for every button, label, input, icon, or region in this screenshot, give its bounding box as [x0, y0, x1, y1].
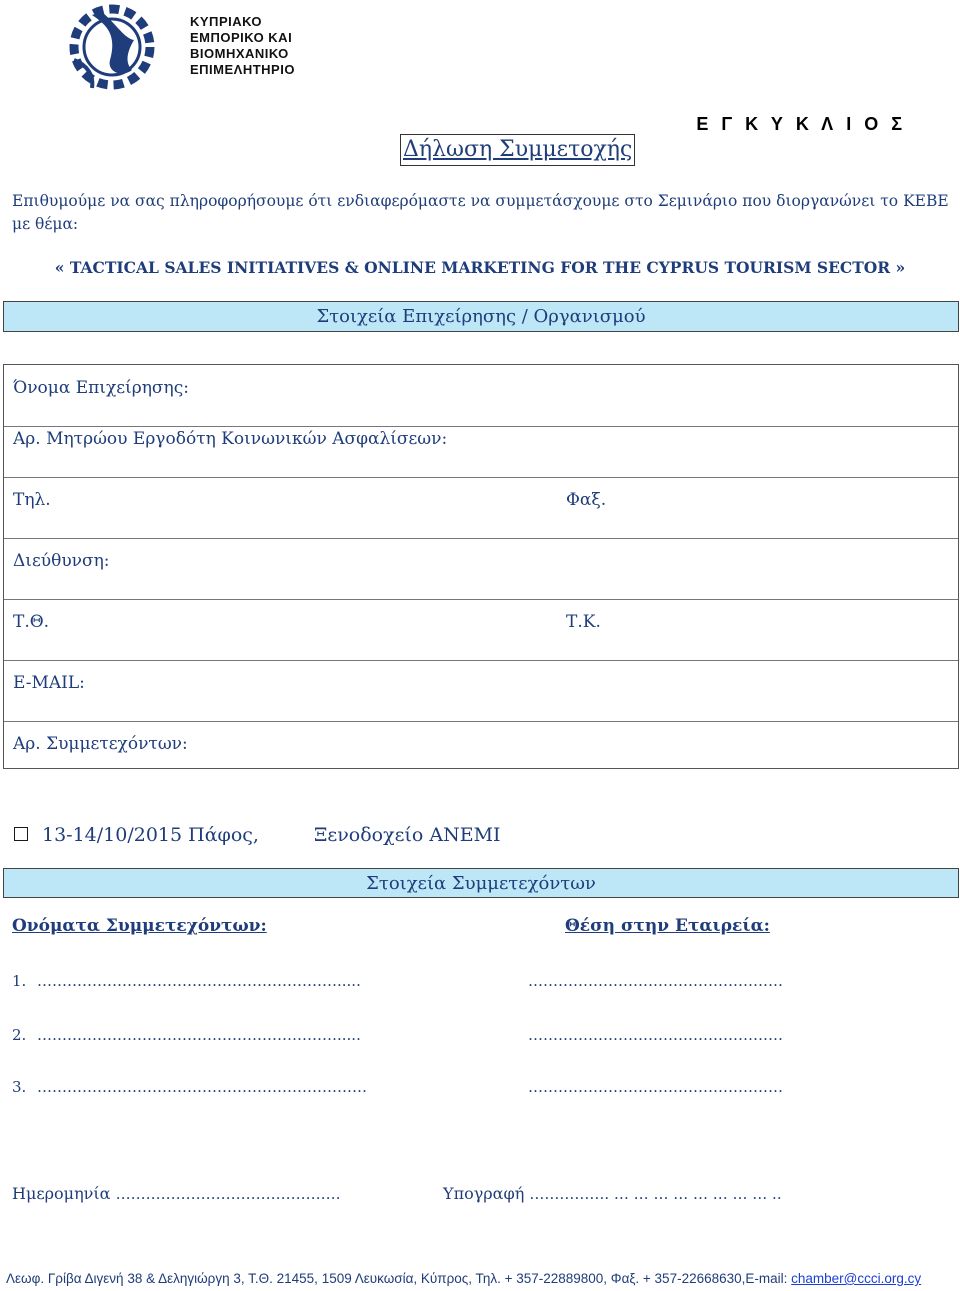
seminar-title: « TACTICAL SALES INITIATIVES & ONLINE MARKETING FOR THE CYPRUS TOURISM SECTOR » — [54, 258, 906, 277]
participant-number: 1. — [12, 972, 27, 990]
footer-email-link[interactable]: chamber@ccci.org.cy — [791, 1271, 922, 1286]
position-column-header: Θέση στην Εταιρεία: — [565, 916, 770, 936]
chamber-name — [190, 14, 295, 78]
participant-position-field[interactable]: …………………………………………… — [528, 1078, 783, 1096]
circular-label: Ε Γ Κ Υ Κ Λ Ι Ο Σ — [696, 114, 906, 134]
checkbox[interactable] — [14, 827, 28, 841]
participant-number: 3. — [12, 1078, 27, 1096]
participant-position-field[interactable]: …………………………………………… — [528, 1026, 783, 1044]
footer-contact — [6, 1271, 921, 1286]
event-date-place: 13-14/10/2015 Πάφος, — [42, 824, 259, 846]
field-label: Τηλ. — [13, 490, 51, 510]
footer-address: Λεωφ. Γρίβα Διγενή 38 & Δεληγιώργη 3, Τ.Θ. 21455, 1509 Λευκωσία, Κύπρος, Τηλ. + 357-22889800, Φαξ. + 357-22668630,E-mail: — [6, 1271, 792, 1286]
field-label: Αρ. Συμμετεχόντων: — [13, 734, 188, 754]
event-option[interactable] — [14, 824, 259, 846]
gear-emblem-icon — [62, 0, 192, 95]
chamber-name-line: ΚΥΠΡΙΑΚΟ — [190, 14, 263, 29]
date-field[interactable] — [12, 1184, 341, 1203]
participants-section-heading: Στοιχεία Συμμετεχόντων — [3, 868, 959, 898]
participant-position-field[interactable]: …………………………………………… — [528, 972, 783, 990]
date-label: Ημερομηνία — [12, 1184, 111, 1203]
names-column-header: Ονόματα Συμμετεχόντων: — [12, 916, 267, 936]
date-dots: ……………………………………… — [115, 1185, 341, 1203]
page-title: Δήλωση Συμμετοχής — [400, 134, 635, 166]
form-row-address[interactable] — [4, 538, 958, 600]
form-row-email[interactable] — [4, 660, 958, 722]
participant-name-field[interactable]: ……………………………………………………..... — [37, 1026, 361, 1044]
form-row-phone-fax[interactable] — [4, 477, 958, 539]
form-row-participants-count[interactable] — [4, 721, 958, 768]
field-label: Διεύθυνση: — [13, 551, 110, 571]
field-label: Φαξ. — [566, 490, 607, 510]
intro-text: Επιθυμούμε να σας πληροφορήσουμε ότι ενδιαφερόμαστε να συμμετάσχουμε στο Σεμινάριο που διοργανώνει το ΚΕΒΕ με θέμα: — [12, 192, 949, 233]
participant-number: 2. — [12, 1026, 27, 1044]
field-label: Αρ. Μητρώου Εργοδότη Κοινωνικών Ασφαλίσεων: — [13, 429, 448, 449]
form-row-pobox-postcode[interactable] — [4, 599, 958, 661]
signature-field[interactable] — [443, 1184, 782, 1203]
chamber-name-line: ΒΙΟΜΗΧΑΝΙΚΟ — [190, 46, 289, 61]
signature-label: Υπογραφή — [443, 1184, 525, 1203]
company-form — [3, 364, 959, 769]
event-hotel: Ξενοδοχείο ΑΝΕΜΙ — [314, 824, 501, 846]
participant-name-field[interactable]: ……………………………………………………..... — [37, 972, 361, 990]
chamber-name-line: ΕΠΙΜΕΛΗΤΗΡΙΟ — [190, 62, 295, 77]
field-label: E-MAIL: — [13, 673, 85, 693]
field-label: Τ.Θ. — [13, 612, 50, 632]
field-label: Τ.Κ. — [566, 612, 601, 632]
company-section-heading: Στοιχεία Επιχείρησης / Οργανισμού — [3, 301, 959, 332]
participant-name-field[interactable]: ………………………………………………………… — [37, 1078, 367, 1096]
signature-dots: ……………. … … … … … … … … .. — [529, 1185, 782, 1203]
chamber-name-line: ΕΜΠΟΡΙΚΟ ΚΑΙ — [190, 30, 293, 45]
form-row-employer-reg[interactable] — [4, 416, 958, 478]
field-label: Όνομα Επιχείρησης: — [13, 378, 189, 398]
